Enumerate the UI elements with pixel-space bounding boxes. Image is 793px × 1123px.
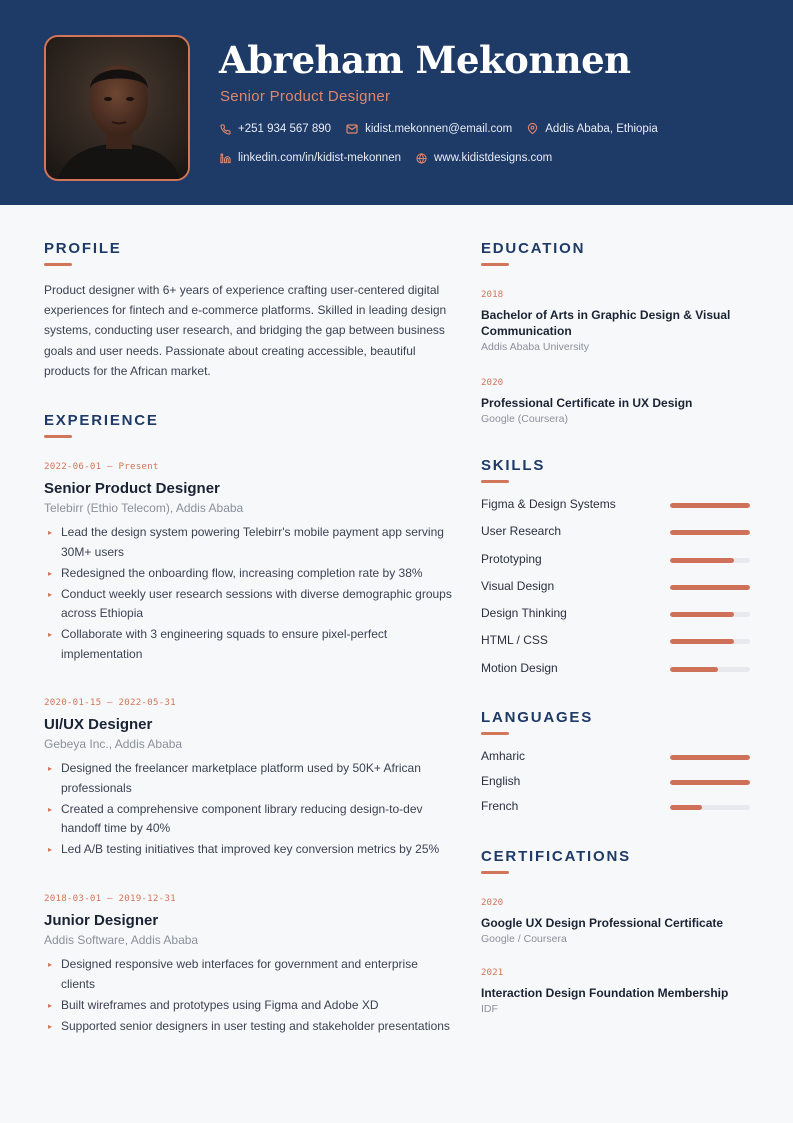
education-school: Google (Coursera) <box>481 413 568 425</box>
heading-underline <box>481 732 509 735</box>
skill-bar-fill <box>670 503 750 508</box>
contact-linkedin[interactable] <box>220 152 401 164</box>
heading-underline <box>44 435 72 438</box>
job-title: Senior Product Designer <box>44 480 220 497</box>
education-heading: EDUCATION <box>481 240 586 257</box>
contact-text: kidist.mekonnen@email.com <box>365 123 513 135</box>
certification-entry <box>481 967 761 1015</box>
heading-underline <box>44 263 72 266</box>
certification-year: 2021 <box>481 967 504 978</box>
skill-bar <box>670 530 750 535</box>
candidate-name: Abreham Mekonnen <box>219 38 631 82</box>
job-bullet: ▸ Designed the freelancer marketplace platform used by 50K+ African professionals <box>44 759 454 798</box>
skill-bar <box>670 639 750 644</box>
profile-summary: Product designer with 6+ years of experience crafting user-centered digital experiences for fintech and e-commerce platforms. Skilled in leading design systems, conducting user research, and bridging the gap between business goals and user needs. Passionate about creating accessible, beautiful products for the African market. <box>44 283 447 378</box>
skill-bar <box>670 612 750 617</box>
language-name: French <box>481 799 519 813</box>
certification-name: Interaction Design Foundation Membership <box>481 986 729 1000</box>
job-company: Addis Software, Addis Ababa <box>44 933 199 947</box>
job-bullet: ▸ Led A/B testing initiatives that improved key conversion metrics by 25% <box>44 840 454 860</box>
linkedin-icon <box>220 153 231 164</box>
skill-name: User Research <box>481 524 562 538</box>
job-bullet: ▸ Collaborate with 3 engineering squads to ensure pixel-perfect implementation <box>44 625 454 664</box>
skill-bar <box>670 558 750 563</box>
language-bar <box>670 805 750 810</box>
profile-heading: PROFILE <box>44 240 122 257</box>
job-entry <box>44 893 454 1038</box>
job-bullet: ▸ Conduct weekly user research sessions with diverse demographic groups across Ethiopia <box>44 585 454 624</box>
skill-bar-fill <box>670 667 718 672</box>
education-degree: Professional Certificate in UX Design <box>481 396 693 410</box>
job-bullet: ▸ Supported senior designers in user testing and stakeholder presentations <box>44 1017 454 1037</box>
job-bullet: ▸ Redesigned the onboarding flow, increasing completion rate by 38% <box>44 564 454 584</box>
contact-text: linkedin.com/in/kidist-mekonnen <box>238 152 401 164</box>
education-year: 2020 <box>481 377 504 388</box>
skill-name: Motion Design <box>481 661 558 675</box>
language-name: Amharic <box>481 749 526 763</box>
skill-row <box>481 552 750 568</box>
skill-name: Prototyping <box>481 552 542 566</box>
job-bullets <box>44 523 454 664</box>
skill-name: Figma & Design Systems <box>481 497 616 511</box>
language-bar-fill <box>670 755 750 760</box>
skills-heading: SKILLS <box>481 457 546 474</box>
heading-underline <box>481 871 509 874</box>
language-bar-fill <box>670 780 750 785</box>
resume-header <box>0 0 793 205</box>
globe-icon <box>416 153 427 164</box>
skill-row <box>481 606 750 622</box>
certification-year: 2020 <box>481 897 504 908</box>
skill-row <box>481 524 750 540</box>
skill-name: Visual Design <box>481 579 555 593</box>
skill-row <box>481 633 750 649</box>
location-pin-icon <box>527 123 538 135</box>
job-dates: 2022-06-01 — Present <box>44 461 159 472</box>
skill-name: HTML / CSS <box>481 633 548 647</box>
language-row <box>481 774 750 790</box>
profile-photo <box>44 35 190 181</box>
contact-row <box>220 123 673 135</box>
language-row <box>481 799 750 815</box>
education-entry <box>481 377 761 425</box>
education-school: Addis Ababa University <box>481 341 589 353</box>
contact-row <box>220 152 567 164</box>
skill-bar-fill <box>670 558 734 563</box>
language-bar <box>670 780 750 785</box>
contact-text: Addis Ababa, Ethiopia <box>545 123 658 135</box>
skill-row <box>481 497 750 513</box>
certification-issuer: IDF <box>481 1003 498 1015</box>
education-entry <box>481 289 761 353</box>
job-bullet: ▸ Designed responsive web interfaces for government and enterprise clients <box>44 955 454 994</box>
skill-row <box>481 661 750 677</box>
skill-bar <box>670 585 750 590</box>
job-title: UI/UX Designer <box>44 716 153 733</box>
job-dates: 2018-03-01 — 2019-12-31 <box>44 893 176 904</box>
mail-icon <box>346 124 358 134</box>
job-bullet: ▸ Lead the design system powering Telebirr's mobile payment app serving 30M+ users <box>44 523 454 562</box>
certification-name: Google UX Design Professional Certificate <box>481 916 724 930</box>
certification-issuer: Google / Coursera <box>481 933 567 945</box>
job-company: Telebirr (Ethio Telecom), Addis Ababa <box>44 501 244 515</box>
candidate-title: Senior Product Designer <box>220 88 391 105</box>
skill-bar <box>670 667 750 672</box>
language-bar-fill <box>670 805 702 810</box>
job-dates: 2020-01-15 — 2022-05-31 <box>44 697 176 708</box>
skill-bar <box>670 503 750 508</box>
education-year: 2018 <box>481 289 504 300</box>
education-degree: Bachelor of Arts in Graphic Design & Visual Communication <box>481 308 731 338</box>
skill-row <box>481 579 750 595</box>
job-bullet: ▸ Built wireframes and prototypes using Figma and Adobe XD <box>44 996 454 1016</box>
contact-text: +251 934 567 890 <box>238 123 332 135</box>
job-entry <box>44 461 454 666</box>
contact-phone[interactable] <box>220 123 331 135</box>
job-entry <box>44 697 454 861</box>
skill-bar-fill <box>670 530 750 535</box>
experience-heading: EXPERIENCE <box>44 412 159 429</box>
contact-email[interactable] <box>346 123 512 135</box>
heading-underline <box>481 263 509 266</box>
skill-name: Design Thinking <box>481 606 567 620</box>
job-bullets <box>44 759 454 860</box>
job-title: Junior Designer <box>44 912 159 929</box>
language-row <box>481 749 750 765</box>
contact-website[interactable] <box>416 152 552 164</box>
languages-heading: LANGUAGES <box>481 709 594 726</box>
certification-entry <box>481 897 761 945</box>
job-bullets <box>44 955 454 1036</box>
contact-text: www.kidistdesigns.com <box>434 152 553 164</box>
language-name: English <box>481 774 521 788</box>
job-bullet: ▸ Created a comprehensive component library reducing design-to-dev handoff time by 40% <box>44 800 454 839</box>
phone-icon <box>220 124 231 135</box>
language-bar <box>670 755 750 760</box>
job-company: Gebeya Inc., Addis Ababa <box>44 737 183 751</box>
skill-bar-fill <box>670 612 734 617</box>
skill-bar-fill <box>670 585 750 590</box>
certifications-heading: CERTIFICATIONS <box>481 848 631 865</box>
contact-location <box>527 123 658 135</box>
skill-bar-fill <box>670 639 734 644</box>
heading-underline <box>481 480 509 483</box>
